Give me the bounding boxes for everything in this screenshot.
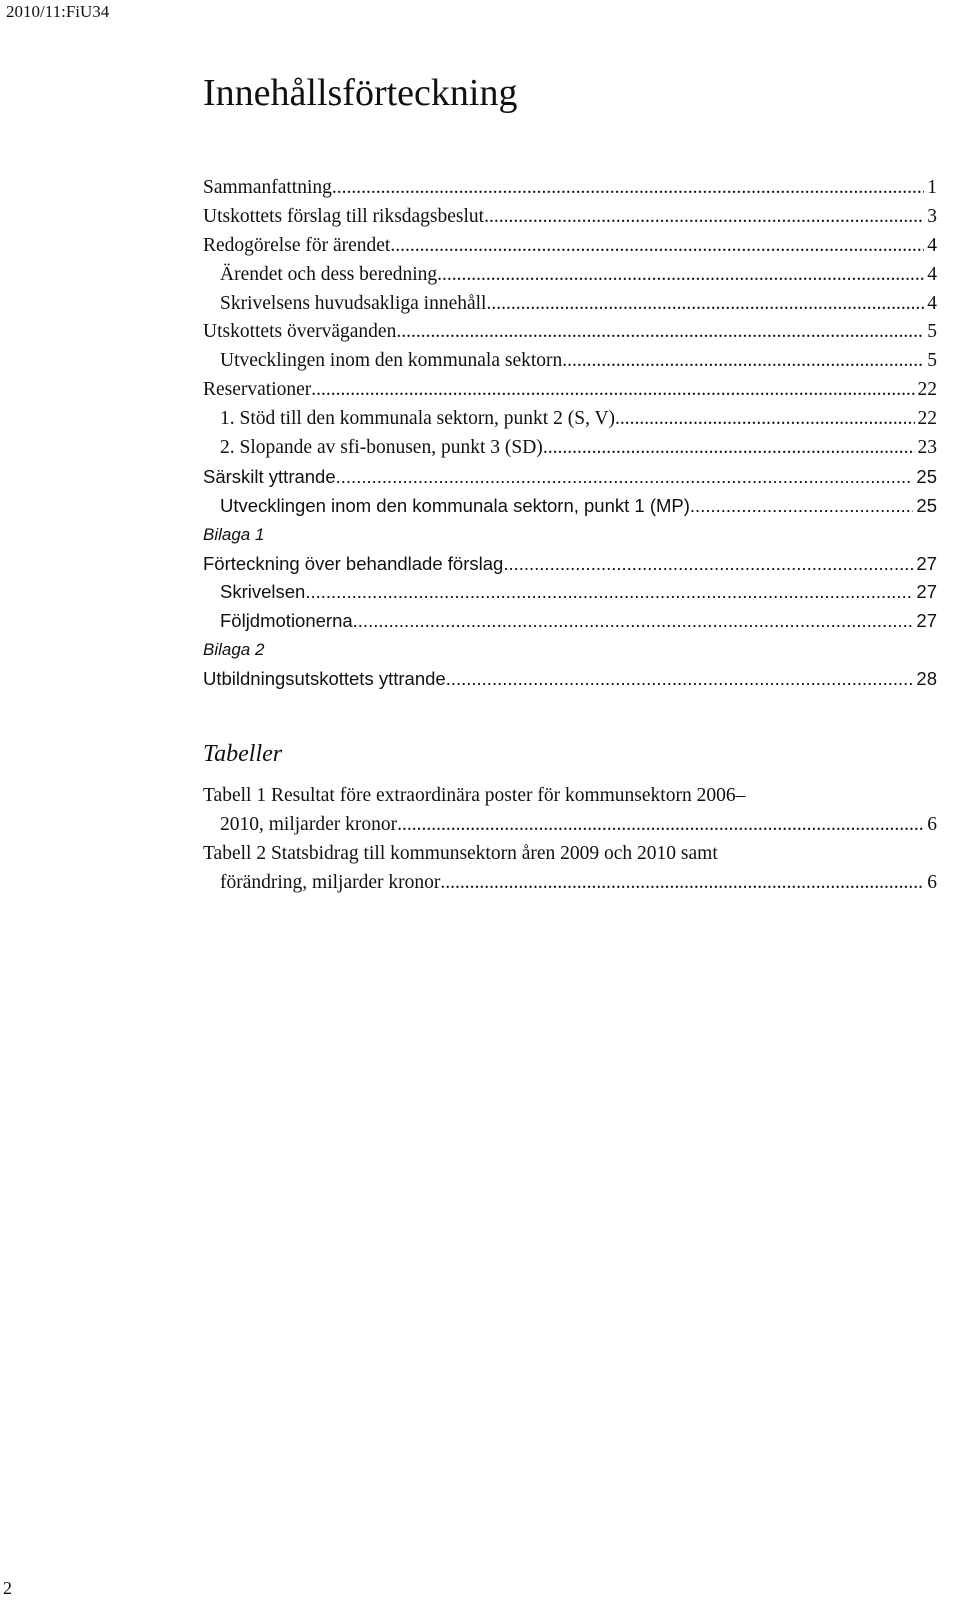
toc-dot-leader: [562, 347, 924, 376]
table-entry-continuation: [203, 811, 937, 840]
toc-entry-label: Sammanfattning: [203, 177, 332, 198]
toc-entry-label: 2. Slopande av sfi-bonusen, punkt 3 (SD): [220, 437, 543, 459]
toc-entry-overvaganden[interactable]: [203, 318, 937, 347]
toc-dot-leader: [503, 550, 913, 579]
toc-entry-label: Utvecklingen inom den kommunala sektorn: [220, 350, 563, 372]
toc-entry-label: Särskilt yttrande: [203, 465, 336, 487]
toc-entry-page: 25: [916, 494, 937, 516]
toc-dot-leader: [690, 492, 914, 521]
toc-entry-page: 5: [927, 321, 937, 343]
toc-entry-arendet[interactable]: [203, 261, 937, 290]
toc-dot-leader: [390, 232, 924, 261]
document-id: 2010/11:FiU34: [6, 2, 110, 21]
toc-entry-skrivelsens-innehall[interactable]: [203, 290, 937, 319]
table-entry-1[interactable]: [203, 782, 937, 840]
toc-entry-utvecklingen-mp[interactable]: [203, 492, 937, 521]
toc-entry-label: Reservationer: [203, 379, 312, 401]
toc-entry-page: 27: [916, 552, 937, 574]
toc-entry-page: 28: [916, 668, 937, 690]
toc-entry-utvecklingen[interactable]: [203, 347, 937, 376]
toc-dot-leader: [446, 665, 914, 694]
toc-entry-page: 5: [927, 350, 937, 372]
table-entry-title: Tabell 2 Statsbidrag till kommunsektorn åren 2009 och 2010 samt: [203, 842, 718, 864]
page-title: Innehållsförteckning: [203, 72, 518, 114]
table-entry-2[interactable]: [203, 840, 937, 898]
toc-dot-leader: [396, 318, 924, 347]
toc-entry-page: 1: [927, 177, 937, 198]
toc-entry-page: 23: [917, 437, 937, 459]
toc-entry-page: 22: [917, 379, 937, 401]
toc-entry-page: 25: [916, 465, 937, 487]
table-of-contents: [203, 174, 937, 694]
toc-appendix-heading: Bilaga 1: [203, 524, 265, 544]
toc-entry-page: 4: [927, 292, 937, 314]
toc-dot-leader: [336, 463, 914, 492]
toc-entry-reservationer[interactable]: [203, 376, 937, 405]
toc-entry-page: 22: [917, 408, 937, 430]
table-entry-continuation: [203, 869, 937, 898]
toc-dot-leader: [311, 376, 914, 405]
toc-dot-leader: [437, 261, 924, 290]
toc-dot-leader: [543, 434, 915, 463]
toc-entry-label: Skrivelsens huvudsakliga innehåll: [220, 292, 487, 314]
toc-entry-label: Förteckning över behandlade förslag: [203, 552, 504, 574]
table-entry-page: 6: [927, 871, 937, 893]
toc-entry-label: Utskottets förslag till riksdagsbeslut: [203, 205, 485, 227]
toc-entry-label: Skrivelsen: [220, 581, 306, 603]
toc-entry-label: Följdmotionerna: [220, 610, 353, 632]
toc-entry-skrivelsen[interactable]: [203, 578, 937, 607]
toc-entry-reservation-2[interactable]: [203, 434, 937, 463]
toc-entry-redogorelse[interactable]: [203, 232, 937, 261]
toc-entry-utbildningsutskottet[interactable]: [203, 665, 937, 694]
toc-entry-page: 4: [927, 234, 937, 256]
toc-entry-label: Utskottets överväganden: [203, 321, 397, 343]
toc-entry-page: 27: [916, 581, 937, 603]
toc-dot-leader: [615, 405, 914, 434]
toc-entry-sammanfattning[interactable]: [203, 174, 937, 203]
table-entry-label: 2010, miljarder kronor: [220, 813, 398, 835]
table-entry-page: 6: [927, 813, 937, 835]
toc-entry-page: 27: [916, 610, 937, 632]
toc-entry-label: Utvecklingen inom den kommunala sektorn, punkt 1 (MP): [220, 494, 690, 516]
tables-heading: Tabeller: [203, 741, 283, 767]
toc-appendix-heading: Bilaga 2: [203, 640, 265, 660]
table-entry-title: Tabell 1 Resultat före extraordinära poster för kommunsektorn 2006–: [203, 785, 746, 806]
toc-dot-leader: [332, 174, 924, 203]
toc-entry-label: Redogörelse för ärendet: [203, 234, 391, 256]
toc-entry-utskottets-forslag[interactable]: [203, 203, 937, 232]
toc-dot-leader: [486, 290, 924, 319]
table-entry-label: förändring, miljarder kronor: [220, 871, 441, 893]
toc-entry-forteckning[interactable]: [203, 550, 937, 579]
toc-entry-page: 4: [927, 263, 937, 285]
page-number: 2: [3, 1578, 12, 1598]
toc-entry-label: Utbildningsutskottets yttrande: [203, 668, 446, 690]
toc-dot-leader: [305, 578, 913, 607]
toc-entry-foljdmotionerna[interactable]: [203, 607, 937, 636]
toc-entry-reservation-1[interactable]: [203, 405, 937, 434]
toc-entry-sarskilt-yttrande[interactable]: [203, 463, 937, 492]
toc-dot-leader: [484, 203, 924, 232]
toc-dot-leader: [353, 607, 914, 636]
toc-entry-label: 1. Stöd till den kommunala sektorn, punkt 2 (S, V): [220, 408, 616, 430]
list-of-tables: [203, 782, 937, 898]
toc-dot-leader: [397, 811, 924, 840]
toc-entry-page: 3: [927, 205, 937, 227]
toc-dot-leader: [440, 869, 924, 898]
toc-entry-label: Ärendet och dess beredning: [220, 263, 438, 285]
